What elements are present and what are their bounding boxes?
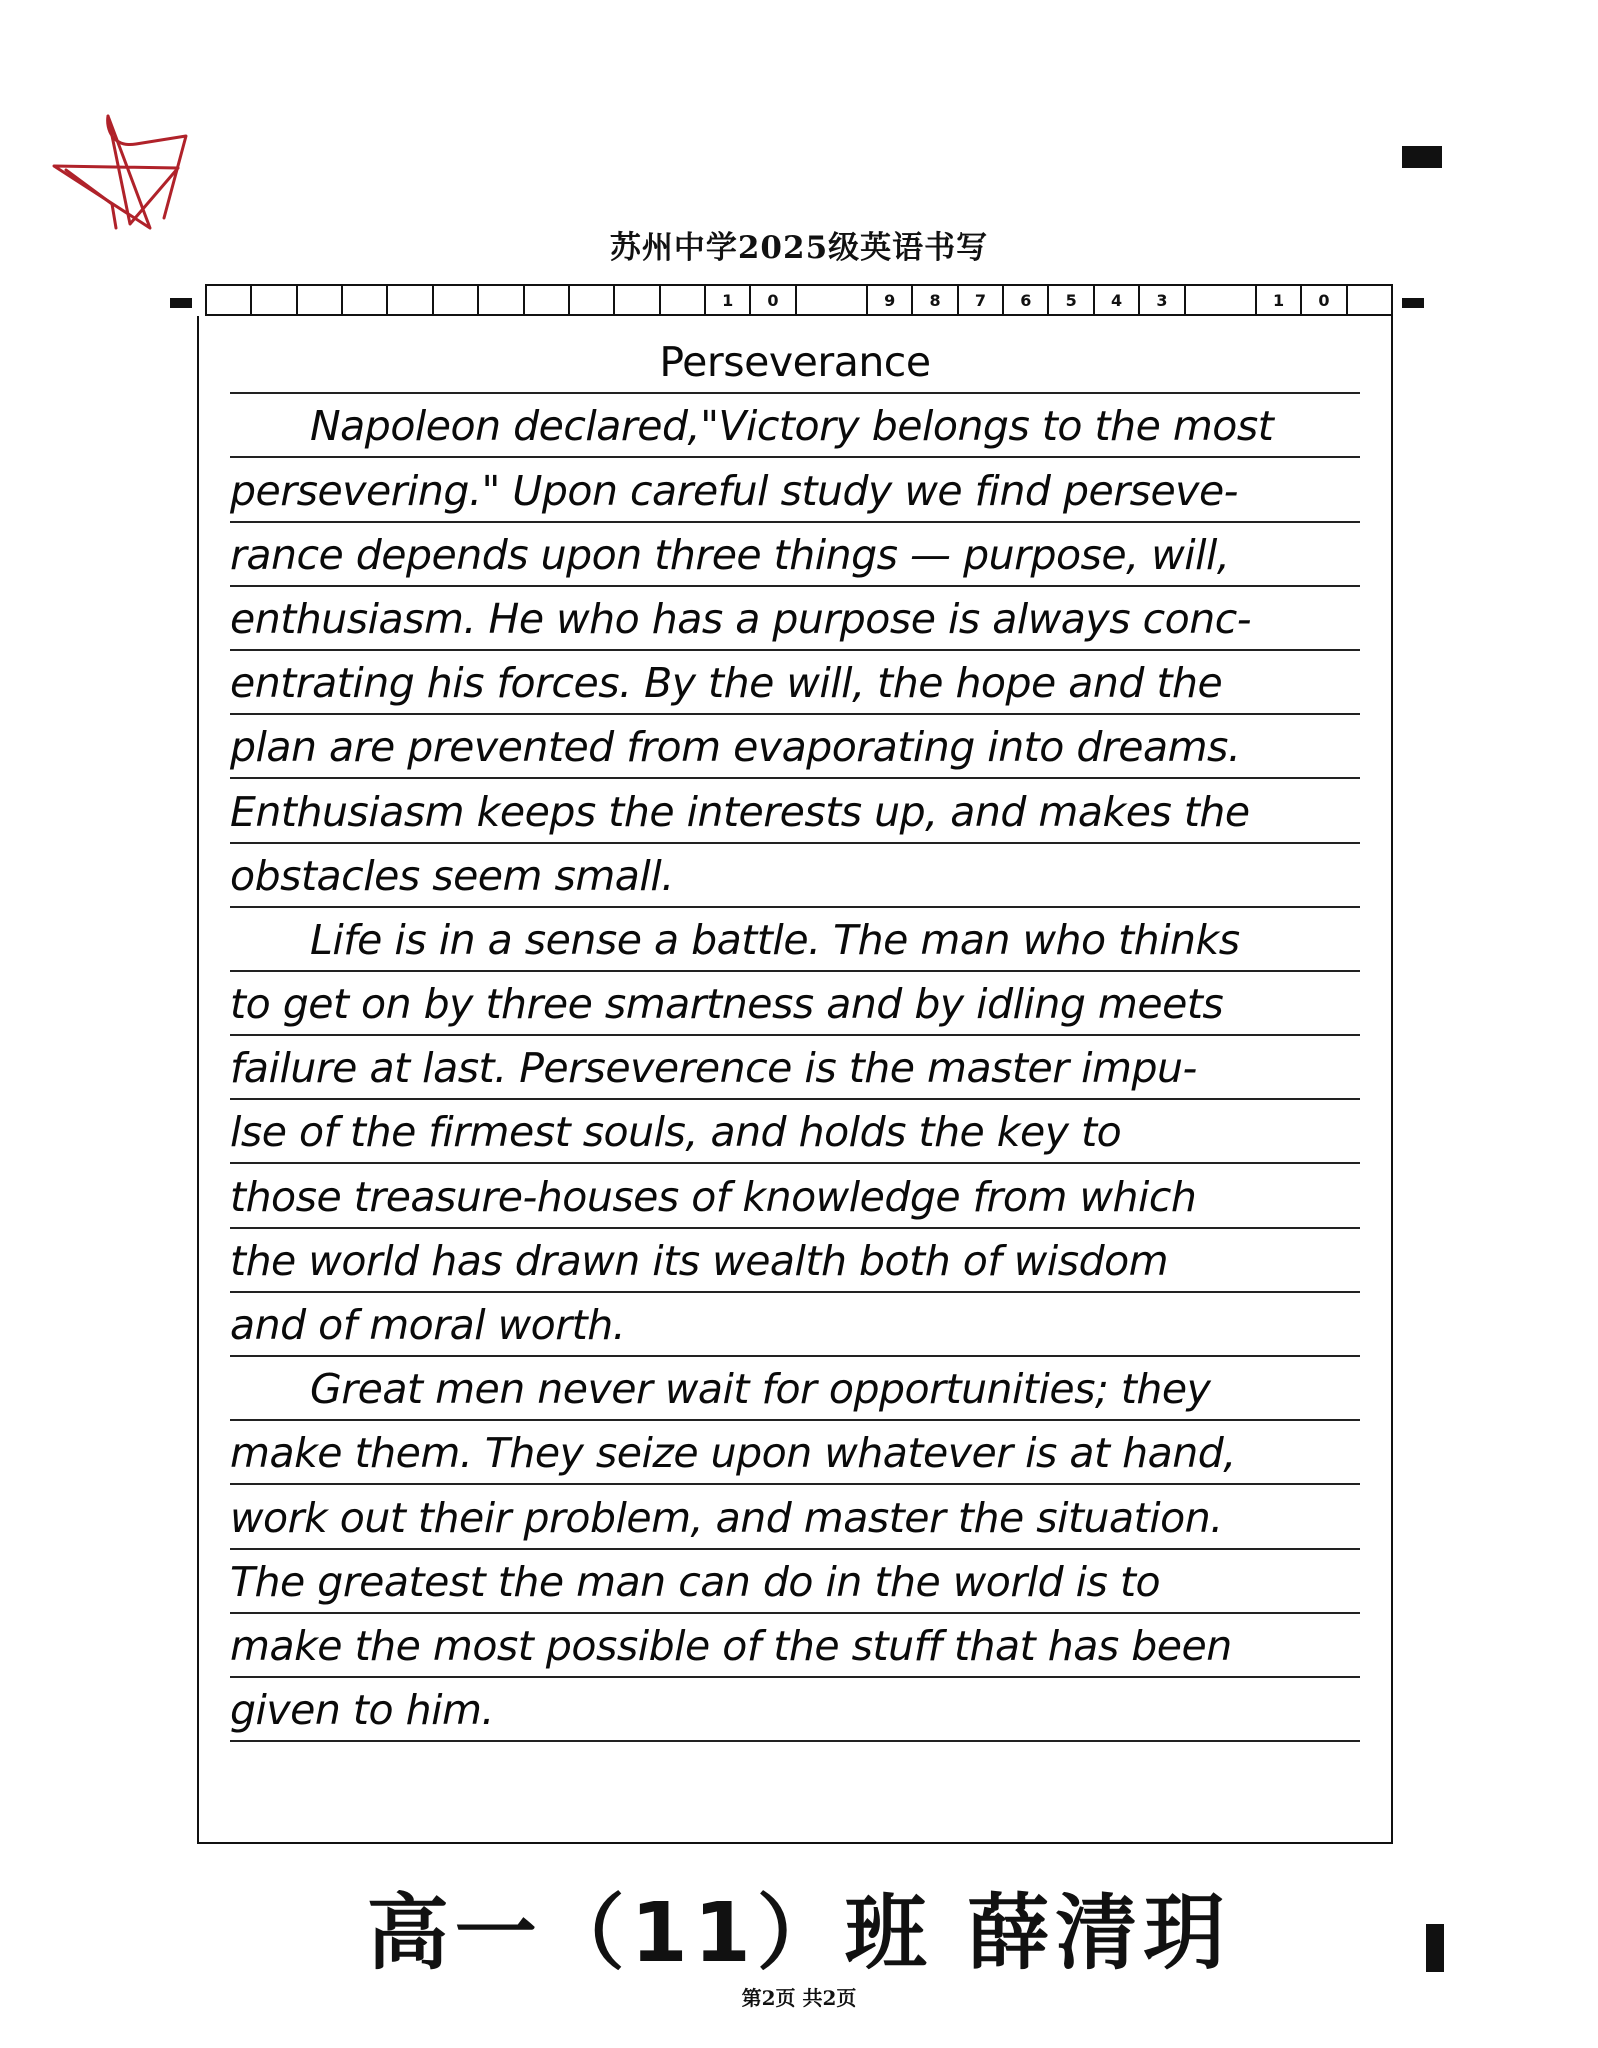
- essay-line: [230, 1293, 1360, 1357]
- document-title: 苏州中学2025级英语书写: [609, 230, 989, 266]
- essay-line: [230, 651, 1360, 715]
- registration-mark-strip-left: [170, 298, 192, 308]
- score-cell: 1: [706, 286, 751, 314]
- score-cell: 0: [1302, 286, 1347, 314]
- essay-line: [230, 972, 1360, 1036]
- score-cell: [434, 286, 479, 314]
- essay-line-text: and of moral worth.: [230, 1301, 626, 1349]
- essay-line-text: the world has drawn its wealth both of wisdom: [230, 1236, 1169, 1285]
- essay-line-text: given to him.: [230, 1686, 494, 1735]
- student-name-line: 高一（11）班 薛清玥: [366, 1886, 1232, 1981]
- essay-line-text: Enthusiasm keeps the interests up, and makes the: [230, 787, 1250, 836]
- score-cell: [797, 286, 868, 314]
- essay-line: [230, 1036, 1360, 1100]
- score-cell: [298, 286, 343, 314]
- star-icon: [46, 108, 198, 240]
- score-cell: [1348, 286, 1391, 314]
- essay-body: [230, 330, 1390, 1742]
- essay-line-text: Life is in a sense a battle. The man who thinks: [310, 915, 1240, 964]
- essay-line: [230, 779, 1360, 843]
- essay-line-text: rance depends upon three things — purpose, will,: [230, 530, 1230, 579]
- essay-line-text: The greatest the man can do in the world is to: [230, 1557, 1161, 1606]
- essay-line: [230, 394, 1360, 458]
- essay-line: [230, 587, 1360, 651]
- essay-line-text: make them. They seize upon whatever is at hand,: [230, 1429, 1236, 1478]
- essay-line: [230, 1357, 1360, 1421]
- essay-line: [230, 523, 1360, 587]
- registration-mark-strip-right: [1402, 298, 1424, 308]
- score-cell: [615, 286, 660, 314]
- score-cell: [207, 286, 252, 314]
- page-number: 第2页 共2页: [741, 1986, 857, 2010]
- score-cell: 3: [1140, 286, 1185, 314]
- score-cell: 1: [1257, 286, 1302, 314]
- essay-line: [230, 908, 1360, 972]
- essay-line-text: work out their problem, and master the situation.: [230, 1493, 1223, 1542]
- score-cell: [252, 286, 297, 314]
- essay-title-line: [230, 330, 1360, 394]
- score-cell: 0: [751, 286, 796, 314]
- score-cell: 9: [868, 286, 913, 314]
- score-cell: [525, 286, 570, 314]
- registration-mark-top-right: [1402, 146, 1442, 168]
- essay-line: [230, 1550, 1360, 1614]
- score-cell: 5: [1049, 286, 1094, 314]
- score-cell: [343, 286, 388, 314]
- score-cell: 7: [959, 286, 1004, 314]
- essay-line: [230, 1421, 1360, 1485]
- essay-line: [230, 1485, 1360, 1549]
- score-cell: 8: [913, 286, 958, 314]
- essay-line: [230, 1678, 1360, 1742]
- score-cell: [388, 286, 433, 314]
- essay-line-text: persevering." Upon careful study we find perseve-: [230, 466, 1238, 515]
- score-cell: 6: [1004, 286, 1049, 314]
- essay-line: [230, 844, 1360, 908]
- essay-line-text: entrating his forces. By the will, the hope and the: [230, 659, 1223, 708]
- essay-line-text: Napoleon declared,"Victory belongs to the most: [310, 402, 1274, 451]
- essay-line-text: obstacles seem small.: [230, 851, 674, 900]
- score-cell: [1186, 286, 1257, 314]
- essay-line-text: plan are prevented from evaporating into dreams.: [230, 723, 1241, 772]
- essay-line: [230, 1229, 1360, 1293]
- essay-line-text: failure at last. Perseverence is the master impu-: [230, 1044, 1197, 1093]
- essay-line-text: Great men never wait for opportunities; they: [310, 1365, 1211, 1414]
- score-cell: [661, 286, 706, 314]
- essay-line: [230, 1614, 1360, 1678]
- score-cell: [479, 286, 524, 314]
- essay-line-text: to get on by three smartness and by idling meets: [230, 980, 1224, 1029]
- score-cell: [570, 286, 615, 314]
- score-cell: 4: [1095, 286, 1140, 314]
- essay-line-text: lse of the firmest souls, and holds the key to: [230, 1108, 1122, 1157]
- essay-line-text: those treasure-houses of knowledge from which: [230, 1172, 1197, 1221]
- essay-line-text: make the most possible of the stuff that has been: [230, 1621, 1232, 1670]
- essay-line: [230, 1100, 1360, 1164]
- essay-line: [230, 458, 1360, 522]
- essay-title: Perseverance: [659, 338, 931, 387]
- essay-line: [230, 715, 1360, 779]
- score-strip: [205, 284, 1393, 316]
- essay-line: [230, 1164, 1360, 1228]
- essay-line-text: enthusiasm. He who has a purpose is always conc-: [230, 594, 1252, 643]
